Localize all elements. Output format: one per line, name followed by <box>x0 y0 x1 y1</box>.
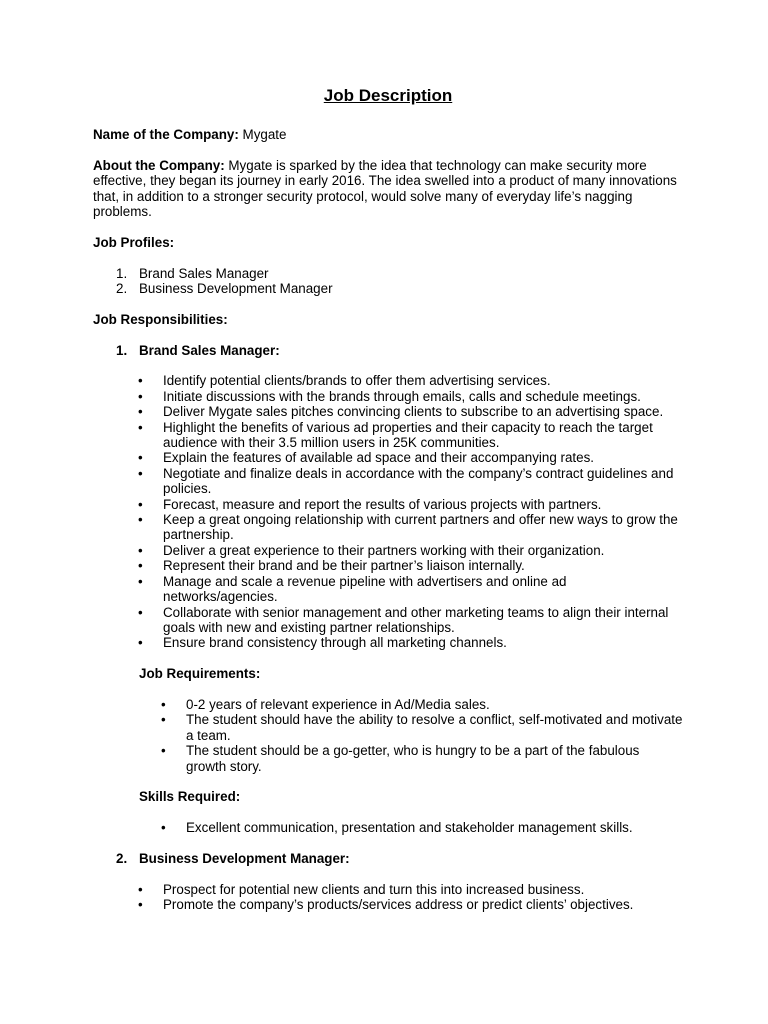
bullet-text: Forecast, measure and report the results of various projects with partners. <box>163 496 602 512</box>
list-item: 1. Brand Sales Manager <box>116 265 269 281</box>
bullet-text: Identify potential clients/brands to offer them advertising services. <box>163 373 551 389</box>
bullet-item <box>93 697 683 712</box>
job-requirements-heading: Job Requirements: <box>139 666 261 682</box>
bullet-icon: • <box>138 558 143 574</box>
bullet-item <box>93 574 683 605</box>
bullet-item <box>93 512 683 543</box>
bullet-icon: • <box>138 604 143 620</box>
job-requirements-list <box>93 697 683 774</box>
bullet-icon: • <box>138 542 143 558</box>
section-title-business-development-manager: 2. Business Development Manager: <box>116 850 350 866</box>
job-responsibilities-heading: Job Responsibilities: <box>93 311 228 327</box>
bullet-text: Deliver a great experience to their partners working with their organization. <box>163 542 605 558</box>
bullet-icon: • <box>138 388 143 404</box>
bullet-item <box>93 420 683 451</box>
company-name-line <box>93 127 683 142</box>
bullet-item <box>93 897 683 912</box>
bullet-text: Collaborate with senior management and other marketing teams to align their internal goals with new and existing partner relationships. <box>163 604 669 635</box>
bullet-text: Negotiate and finalize deals in accordance with the company’s contract guidelines and policies. <box>163 465 674 497</box>
bullet-text: The student should have the ability to resolve a conflict, self-motivated and motivate a team. <box>186 712 683 743</box>
document-title: Job Description <box>323 86 453 105</box>
bullet-item <box>93 373 683 388</box>
bullet-icon: • <box>138 635 143 651</box>
about-company-paragraph <box>93 158 683 220</box>
bullet-item <box>93 497 683 512</box>
bullet-icon: • <box>138 465 143 481</box>
bullet-icon: • <box>138 897 143 913</box>
job-profiles-list <box>93 266 683 297</box>
company-name-value: Mygate <box>238 127 287 142</box>
bullet-icon: • <box>138 881 143 897</box>
about-company-label: About the Company: <box>93 157 225 173</box>
skills-required-list <box>93 820 683 835</box>
document-page <box>93 86 683 913</box>
bullet-text: Excellent communication, presentation and stakeholder management skills. <box>186 820 633 836</box>
bullet-icon: • <box>138 496 143 512</box>
skills-required-heading: Skills Required: <box>139 789 241 805</box>
bullet-text: Promote the company’s products/services address or predict clients’ objectives. <box>163 897 634 913</box>
bullet-icon: • <box>161 820 166 836</box>
bullet-text: Deliver Mygate sales pitches convincing clients to subscribe to an advertising space. <box>163 404 664 420</box>
bullet-icon: • <box>161 696 166 712</box>
bullet-icon: • <box>138 404 143 420</box>
responsibility-section-1 <box>93 343 683 358</box>
bullet-icon: • <box>161 712 166 728</box>
bullet-text: Explain the features of available ad space and their accompanying rates. <box>163 450 594 466</box>
bullet-item <box>93 635 683 650</box>
bullet-item <box>93 466 683 497</box>
bullet-text: Represent their brand and be their partner’s liaison internally. <box>163 558 525 574</box>
job-profiles-heading: Job Profiles: <box>93 234 175 250</box>
bullet-item <box>93 450 683 465</box>
company-name-label: Name of the Company: <box>93 127 239 142</box>
bullet-icon: • <box>138 573 143 589</box>
bullet-icon: • <box>138 450 143 466</box>
bullet-item <box>93 743 683 774</box>
bullet-text: The student should be a go-getter, who is hungry to be a part of the fabulous growth story. <box>186 743 640 774</box>
bullet-item <box>93 543 683 558</box>
bullet-icon: • <box>161 743 166 759</box>
business-development-manager-duties <box>93 882 683 913</box>
brand-sales-manager-duties <box>93 373 683 650</box>
section-title-brand-sales-manager: 1. Brand Sales Manager: <box>116 342 280 358</box>
about-company-text: Mygate is sparked by the idea that technology can make security more effective, they began its journey in early 2016. The idea swelled into a product of many innovations that, in addition to a stronger security protocol, would solve many of everyday life’s nagging problems. <box>93 157 677 220</box>
bullet-text: Keep a great ongoing relationship with current partners and offer new ways to grow the partnership. <box>163 512 678 543</box>
bullet-icon: • <box>138 512 143 528</box>
list-item: 2. Business Development Manager <box>116 281 333 297</box>
bullet-text: Highlight the benefits of various ad properties and their capacity to reach the target audience with their 3.5 million users in 25K communities. <box>163 419 653 451</box>
bullet-item <box>93 820 683 835</box>
bullet-text: 0-2 years of relevant experience in Ad/Media sales. <box>186 696 490 712</box>
responsibility-section-2 <box>93 851 683 866</box>
bullet-text: Ensure brand consistency through all marketing channels. <box>163 635 507 651</box>
bullet-text: Prospect for potential new clients and turn this into increased business. <box>163 881 585 897</box>
bullet-text: Initiate discussions with the brands through emails, calls and schedule meetings. <box>163 388 641 404</box>
bullet-text: Manage and scale a revenue pipeline with advertisers and online ad networks/agencies. <box>163 573 567 605</box>
bullet-item <box>93 389 683 404</box>
bullet-item <box>93 404 683 419</box>
bullet-item <box>93 882 683 897</box>
bullet-item <box>93 712 683 743</box>
bullet-icon: • <box>138 419 143 435</box>
bullet-icon: • <box>138 373 143 389</box>
bullet-item <box>93 605 683 636</box>
bullet-item <box>93 558 683 573</box>
